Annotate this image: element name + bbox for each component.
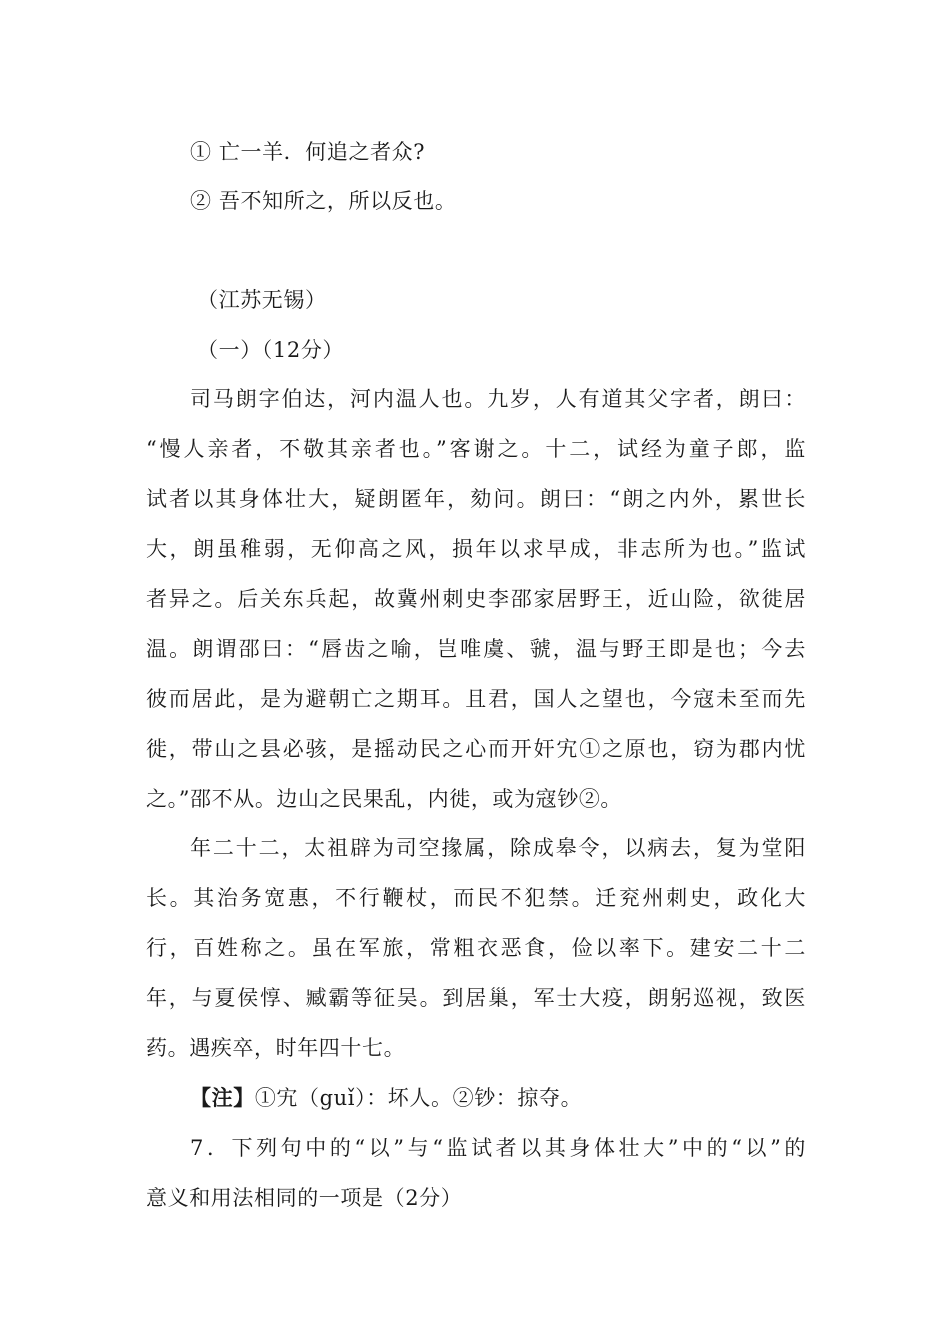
passage-line: 之。”邵不从。边山之民果乱，内徙，或为寇钞②。 (146, 787, 623, 811)
question-item-2: ② 吾不知所之，所以反也。 (190, 189, 457, 213)
passage-line: 者异之。后关东兵起，故冀州刺史李邵家居野王，近山险，欲徙居 (146, 587, 806, 611)
passage-line: 试者以其身体壮大，疑朗匿年，劾问。朗曰：“朗之内外，累世长 (146, 487, 806, 511)
passage-line: 年，与夏侯惇、臧霸等征吴。到居巢，军士大疫，朗躬巡视，致医 (146, 986, 806, 1010)
passage-line: 徙，带山之县必骇，是摇动民之心而开奸宄①之原也，窃为郡内忧 (146, 737, 806, 761)
annotation-note (190, 1084, 806, 1112)
question-7-line: 意义和用法相同的一项是（2分） (146, 1186, 463, 1210)
passage-line: 彼而居此，是为避朝亡之期耳。且君，国人之望也，今寇未至而先 (146, 687, 806, 711)
passage-line: 大，朗虽稚弱，无仰高之风，损年以求早成，非志所为也。”监试 (146, 537, 806, 561)
passage-line: “慢人亲者，不敬其亲者也。”客谢之。十二，试经为童子郎，监 (146, 437, 806, 461)
question-7-line: 7．下列句中的“以”与“监试者以其身体壮大”中的“以”的 (190, 1136, 806, 1160)
note-text: ①宄（guǐ）：坏人。②钞：掠夺。 (254, 1086, 583, 1110)
passage-line: 司马朗字伯达，河内温人也。九岁，人有道其父字者，朗曰： (190, 387, 806, 411)
passage-line: 长。其治务宽惠，不行鞭杖，而民不犯禁。迁兖州刺史，政化大 (146, 886, 806, 910)
passage-line: 行，百姓称之。虽在军旅，常粗衣恶食，俭以率下。建安二十二 (146, 936, 806, 960)
passage-line: 温。朗谓邵曰：“唇齿之喻，岂唯虞、虢，温与野王即是也；今去 (146, 637, 806, 661)
question-item-1: ① 亡一羊．何追之者众? (190, 140, 426, 164)
note-label: 【注】 (190, 1085, 255, 1110)
passage-line: 年二十二，太祖辟为司空掾属，除成皋令，以病去，复为堂阳 (190, 836, 806, 860)
passage-line: 药。遇疾卒，时年四十七。 (146, 1036, 406, 1060)
source-label: （江苏无锡） (197, 288, 327, 312)
section-heading: （一）（12分） (197, 338, 345, 362)
